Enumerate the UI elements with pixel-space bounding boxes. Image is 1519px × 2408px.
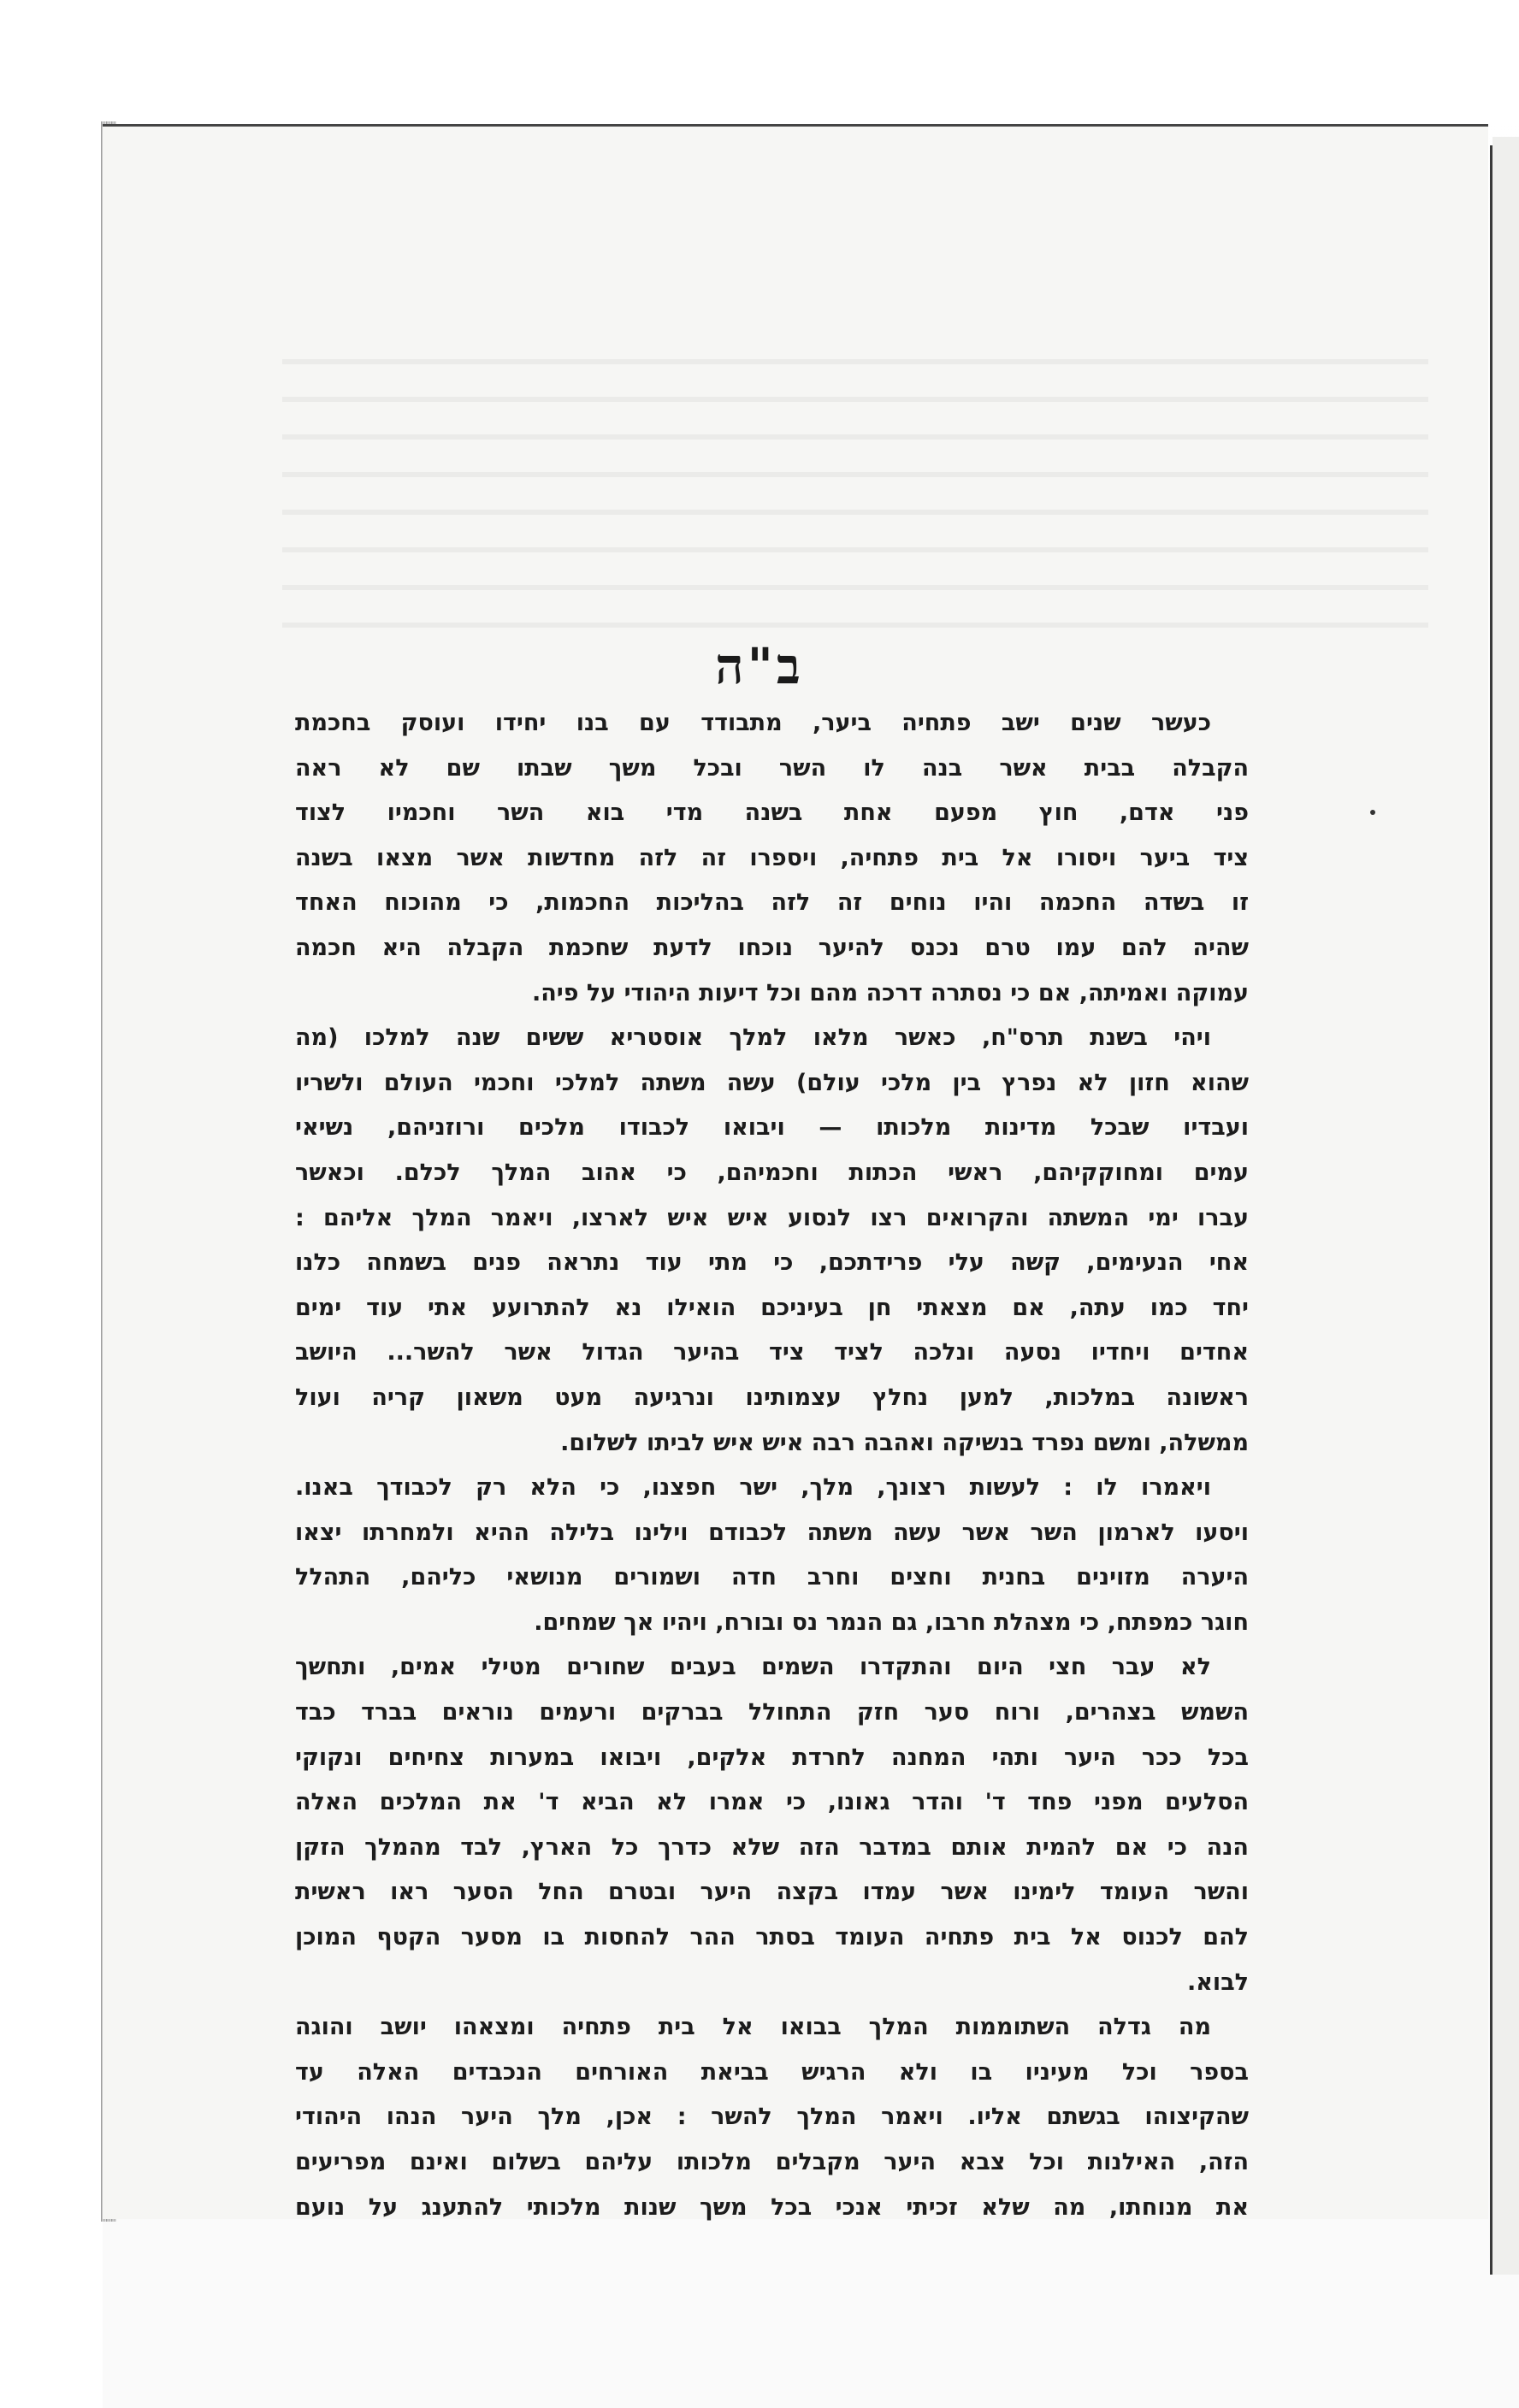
- text-line: את מנוחתו, מה שלא זכיתי אנכי בכל משך שנות מלכותי להתענג על נועם: [295, 2193, 1249, 2221]
- text-line: והשר העומד לימינו אשר עמדו בקצה היער ובטרם החל הסער ראו ראשית: [295, 1879, 1249, 1906]
- show-through-bleed: [282, 359, 1428, 650]
- text-line: השמש בצהרים, ורוח סער חזק התחולל בברקים ורעמים נוראים בברד כבד: [295, 1699, 1249, 1726]
- text-line: הזה, האילנות וכל צבא היער מקבלים מלכותו עליהם בשלום ואינם מפריעים: [295, 2149, 1249, 2175]
- text-line: שהוא חזון לא נפרץ בין מלכי עולם) עשה משתה למלכי וחכמי העולם ולשריו: [295, 1069, 1249, 1096]
- text-line: שהיה להם עמו טרם נכנס להיער נוכחו לדעת שחכמת הקבלה היא חכמה: [295, 934, 1249, 961]
- text-line: ראשונה במלכות, למען נחלץ עצמותינו ונרגיעה מעט משאון קריה ועול: [295, 1384, 1249, 1411]
- text-line: כעשר שנים ישב פתחיה ביער, מתבודד עם בנו יחידו ועוסק בחכמת: [295, 710, 1211, 736]
- facing-page-strip: [1492, 137, 1519, 2275]
- text-line: בכל ככר היער ותהי המחנה לחרדת אלקים, ויבואו במערות צחיחים ונקוקי: [295, 1744, 1249, 1771]
- text-line: הקבלה בבית אשר בנה לו השר ובכל משך שבתו שם לא ראה: [295, 754, 1249, 782]
- text-line: עמוקה ואמיתה, אם כי נסתרה דרכה מהם וכל דיעות היהודי על פיה.: [531, 979, 1249, 1006]
- text-line: חוגר כמפתח, כי מצהלת חרבו, גם הנמר נס ובורח, ויהיו אך שמחים.: [534, 1608, 1249, 1636]
- text-line: אחי הנעימים, קשה עלי פרידתכם, כי מתי עוד נתראה פנים בשמחה כלנו: [295, 1249, 1249, 1277]
- text-line: ממשלה, ומשם נפרד בנשיקה ואהבה רבה איש איש לביתו לשלום.: [560, 1429, 1249, 1456]
- margin-mark: [1370, 810, 1375, 815]
- text-line: לבוא.: [1187, 1968, 1249, 1996]
- text-line: פני אדם, חוץ מפעם אחת בשנה מדי בוא השר וחכמיו לצוד: [295, 800, 1249, 827]
- text-line: שהקיצוהו בגשתם אליו. ויאמר המלך להשר : אכן, מלך היער הנהו היהודי: [295, 2104, 1249, 2131]
- text-line: ויהי בשנת תרס"ח, כאשר מלאו למלך אוסטריא ששים שנה למלכו (מה: [295, 1024, 1211, 1052]
- text-line: לא עבר חצי היום והתקדרו השמים בעבים שחורים מטילי אמים, ותחשך: [295, 1654, 1211, 1681]
- text-line: היערה מזוינים בחנית וחצים וחרב חדה ושמורים מנושאי כליהם, התהלל: [295, 1564, 1249, 1591]
- text-line: ויסעו לארמון השר אשר עשה משתה לכבודם וילינו בלילה ההיא ולמחרתו יצאו: [295, 1519, 1249, 1546]
- text-line: יחד כמו עתה, אם מצאתי חן בעיניכם הואילו נא להתרועע אתי עוד ימים: [295, 1294, 1249, 1321]
- text-line: הסלעים מפני פחד ד' והדר גאונו, כי אמרו לא הביא ד' את המלכים האלה: [295, 1789, 1249, 1816]
- text-line: בספר וכל מעיניו בו ולא הרגיש בביאת האורחים הנכבדים האלה עד: [295, 2058, 1249, 2086]
- text-line: להם לכנוס אל בית פתחיה העומד בסתר ההר להחסות בו מסער הקטף המוכן: [295, 1924, 1249, 1951]
- paragraph: [295, 2005, 1249, 2230]
- text-line: ועבדיו שבכל מדינות מלכותו — ויבואו לכבודו מלכים ורוזניהם, נשיאי: [295, 1114, 1249, 1142]
- text-line: זו בשדה החכמה והיו נוחים זה לזה בהליכות החכמות, כי מהוכוח האחד: [295, 889, 1249, 917]
- gutter-line: [1490, 145, 1492, 2275]
- page-title: ב"ה: [715, 637, 804, 695]
- paragraph: [295, 701, 1249, 1016]
- text-line: עברו ימי המשתה והקרואים רצו לנסוע איש איש לארצו, ויאמר המלך אליהם :: [295, 1204, 1249, 1231]
- paragraph: [295, 1645, 1249, 2005]
- paragraph: [295, 1016, 1249, 1466]
- text-line: מה גדלה השתוממות המלך בבואו אל בית פתחיה ומצאהו יושב והוגה: [295, 2014, 1211, 2041]
- text-line: עמים ומחוקקיהם, ראשי הכתות וחכמיהם, כי אהוב המלך לכלם. וכאשר: [295, 1159, 1249, 1186]
- text-line: הנה כי אם להמית אותם במדבר הזה שלא כדרך כל הארץ, לבד מהמלך הזקן: [295, 1833, 1249, 1861]
- text-line: ויאמרו לו : לעשות רצונך, מלך, ישר חפצנו, כי הלא רק לכבודך באנו.: [295, 1474, 1211, 1502]
- text-line: אחדים ויחדיו נסעה ונלכה לציד ציד בהיער הגדול אשר להשר... היושב: [295, 1339, 1249, 1366]
- scan-margin: [0, 0, 103, 2408]
- body-text: [295, 701, 1249, 2230]
- text-line: ציד ביער ויסורו אל בית פתחיה, ויספרו זה לזה מחדשות אשר מצאו בשנה: [295, 844, 1249, 871]
- paragraph: [295, 1466, 1249, 1645]
